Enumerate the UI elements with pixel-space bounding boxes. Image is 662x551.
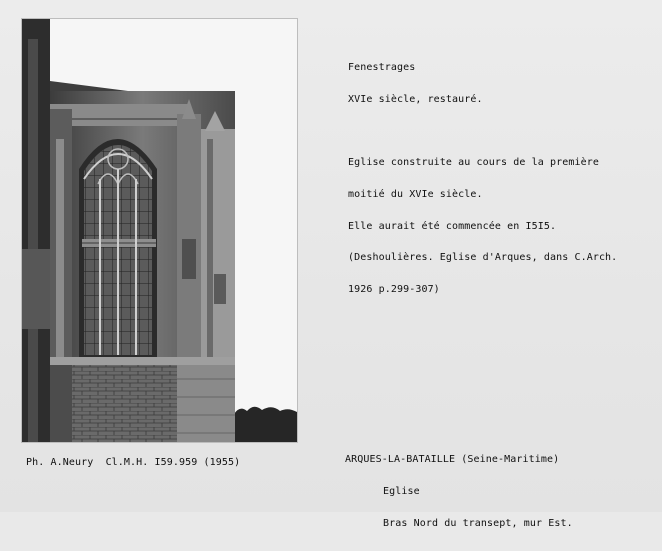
location-building: Eglise [383, 485, 420, 497]
description-body-line: moitié du XVIe siècle. [348, 188, 483, 200]
church-photograph [22, 19, 297, 442]
description-body-line: (Deshoulières. Eglise d'Arques, dans C.Arch. [348, 252, 618, 264]
location-place: ARQUES-LA-BATAILLE (Seine-Maritime) [345, 454, 560, 466]
description-body-line: Elle aurait été commencée en I5I5. [348, 220, 557, 232]
description-title-line: XVIe siècle, restauré. [348, 93, 483, 105]
description-text [348, 42, 617, 317]
spacer [348, 127, 617, 137]
description-body-line: Eglise construite au cours de la première [348, 156, 599, 168]
church-facade-image [22, 19, 297, 442]
location-caption [345, 434, 573, 551]
description-body-line: 1926 p.299-307) [348, 284, 440, 296]
location-detail: Bras Nord du transept, mur Est. [383, 517, 573, 529]
photo-credit: Ph. A.Neury Cl.M.H. I59.959 (1955) [26, 457, 241, 468]
description-title-line: Fenestrages [348, 62, 416, 74]
